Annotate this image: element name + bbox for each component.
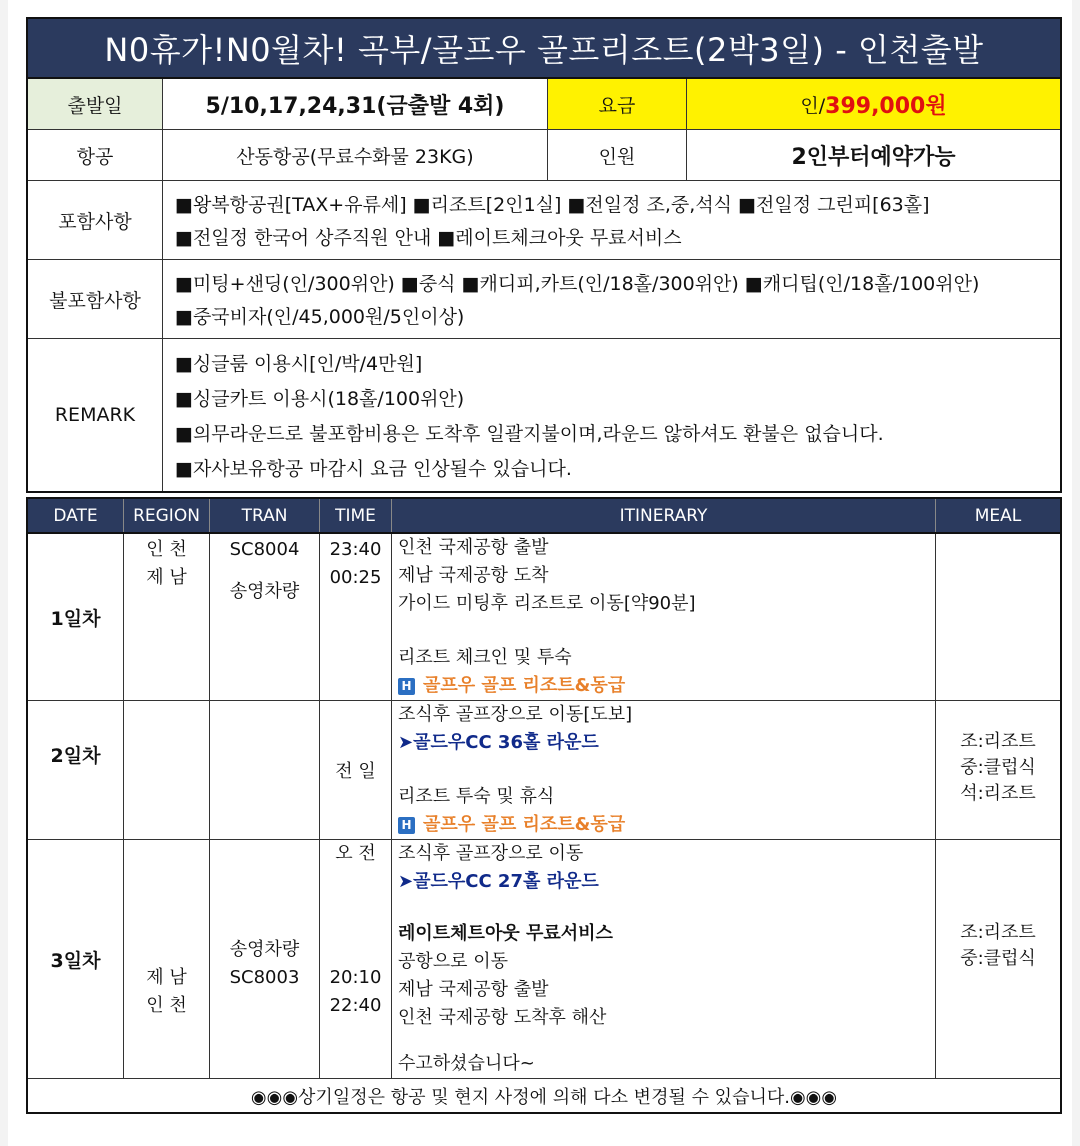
day1-time: [320, 534, 392, 700]
day2-label: 2일차: [28, 701, 124, 839]
fare-prefix: 인/: [800, 94, 826, 117]
itinerary-line: 공항으로 이동: [398, 951, 509, 972]
hotel-line: [398, 811, 935, 839]
itinerary-header: [28, 499, 1060, 534]
itinerary-line: 제남 국제공항 출발: [398, 979, 549, 1000]
day3-row: [28, 840, 1060, 1079]
fare-value: 399,000원: [825, 93, 947, 119]
tour-info-table: [26, 17, 1062, 493]
meal-text: 조:리조트: [960, 922, 1036, 943]
region-text: 인 천: [146, 539, 187, 560]
tour-title: N0휴가!N0월차! 곡부/골프우 골프리조트(2박3일) - 인천출발: [28, 19, 1060, 79]
day3-tran: [210, 840, 320, 1078]
tran-text: SC8003: [229, 967, 300, 988]
hotel-name: 골프우 골프 리조트&동급: [423, 814, 626, 835]
itinerary-line: 수고하셨습니다~: [398, 1053, 535, 1074]
itinerary-line: 조식후 골프장으로 이동[도보]: [398, 704, 633, 725]
excluded-row: [28, 260, 1060, 339]
itinerary-line: 리조트 투숙 및 휴식: [398, 786, 555, 807]
meal-text: 중:클럽식: [960, 757, 1036, 778]
header-date: DATE: [28, 499, 124, 532]
day3-label: 3일차: [28, 840, 124, 1078]
tran-text: SC8004: [229, 539, 300, 560]
included-label: 포함사항: [28, 181, 163, 259]
departure-label: 출발일: [28, 79, 163, 129]
departure-row: [28, 79, 1060, 130]
remark-list: [163, 339, 1060, 491]
departure-value: 5/10,17,24,31(금출발 4회): [163, 79, 548, 129]
meal-text: 중:클럽식: [960, 948, 1036, 969]
included-line: ■왕복항공권[TAX+유류세] ■리조트[2인1실] ■전일정 조,중,석식 ■전일정 그린피[63홀]: [175, 194, 930, 216]
tran-text: 송영차량: [229, 581, 300, 602]
day3-meal: [936, 840, 1060, 1078]
time-text: 오 전: [335, 843, 376, 864]
time-text: 22:40: [329, 995, 382, 1016]
golf-round-line: ➤골드우CC 27홀 라운드: [398, 871, 599, 892]
region-text: 제 남: [146, 567, 187, 588]
remark-line: ■의무라운드로 불포함비용은 도착후 일괄지불이며,라운드 않하셔도 환불은 없습니다.: [175, 423, 884, 445]
fare-cell: [687, 79, 1060, 129]
day1-meal: [936, 534, 1060, 700]
time-text: 23:40: [329, 539, 382, 560]
itinerary-table: [26, 497, 1062, 1114]
time-text: 20:10: [329, 967, 382, 988]
day1-itinerary: [392, 534, 936, 700]
day3-itinerary: [392, 840, 936, 1078]
time-text: 00:25: [329, 567, 382, 588]
included-line: ■전일정 한국어 상주직원 안내 ■레이트체크아웃 무료서비스: [175, 227, 682, 249]
day2-itinerary: [392, 701, 936, 839]
day2-tran: [210, 701, 320, 839]
header-itinerary: ITINERARY: [392, 499, 936, 532]
people-value: 2인부터예약가능: [791, 144, 956, 170]
excluded-line: ■미팅+샌딩(인/300위안) ■중식 ■캐디피,카트(인/18홀/300위안) ■캐디팁(인/18홀/100위안): [175, 273, 980, 295]
fare-label: 요금: [548, 79, 687, 129]
remark-line: ■자사보유항공 마감시 요금 인상될수 있습니다.: [175, 458, 572, 480]
header-meal: MEAL: [974, 505, 1022, 526]
day2-row: [28, 701, 1060, 840]
itinerary-line: 조식후 골프장으로 이동: [398, 843, 584, 864]
meal-text: 조:리조트: [960, 731, 1036, 752]
tran-text: 송영차량: [229, 939, 300, 960]
itinerary-line: 인천 국제공항 도착후 해산: [398, 1007, 607, 1028]
itinerary-line: 리조트 체크인 및 투숙: [398, 647, 572, 668]
people-label: 인원: [548, 130, 687, 180]
itinerary-line: 레이트체트아웃 무료서비스: [398, 923, 613, 944]
hotel-icon: H: [398, 678, 415, 695]
day2-time: 전 일: [320, 701, 392, 839]
day3-time: [320, 840, 392, 1078]
day1-label: 1일차: [28, 534, 124, 700]
remark-label: REMARK: [28, 339, 163, 491]
region-text: 인 천: [146, 995, 187, 1016]
day3-region: [124, 840, 210, 1078]
itinerary-line: 가이드 미팅후 리조트로 이동[약90분]: [398, 593, 696, 614]
remark-row: [28, 339, 1060, 491]
day1-region: [124, 534, 210, 700]
remark-line: ■싱글카트 이용시(18홀/100위안): [175, 388, 465, 410]
included-list: [163, 181, 1060, 259]
excluded-line: ■중국비자(인/45,000원/5인이상): [175, 306, 465, 328]
remark-line: ■싱글룸 이용시[인/박/4만원]: [175, 353, 423, 375]
excluded-list: [163, 260, 1060, 338]
header-tran: TRAN: [210, 499, 320, 532]
page: [8, 0, 1072, 1146]
excluded-label: 불포함사항: [28, 260, 163, 338]
itinerary-line: 제남 국제공항 도착: [398, 565, 549, 586]
meal-text: 석:리조트: [960, 783, 1036, 804]
airline-value: 산동항공(무료수화물 23KG): [163, 130, 548, 180]
day1-tran: [210, 534, 320, 700]
header-region: REGION: [124, 499, 210, 532]
footer-note: ◉◉◉상기일정은 항공 및 현지 사정에 의해 다소 변경될 수 있습니다.◉◉◉: [250, 1086, 838, 1108]
header-time: TIME: [320, 499, 392, 532]
hotel-name: 골프우 골프 리조트&동급: [423, 675, 626, 696]
airline-row: [28, 130, 1060, 181]
region-text: 제 남: [146, 967, 187, 988]
golf-round-line: ➤골드우CC 36홀 라운드: [398, 732, 599, 753]
included-row: [28, 181, 1060, 260]
day2-meal: [936, 701, 1060, 839]
itinerary-line: 인천 국제공항 출발: [398, 537, 549, 558]
airline-label: 항공: [28, 130, 163, 180]
hotel-line: [398, 672, 935, 700]
day2-region: [124, 701, 210, 839]
hotel-icon: H: [398, 817, 415, 834]
day1-row: [28, 534, 1060, 701]
